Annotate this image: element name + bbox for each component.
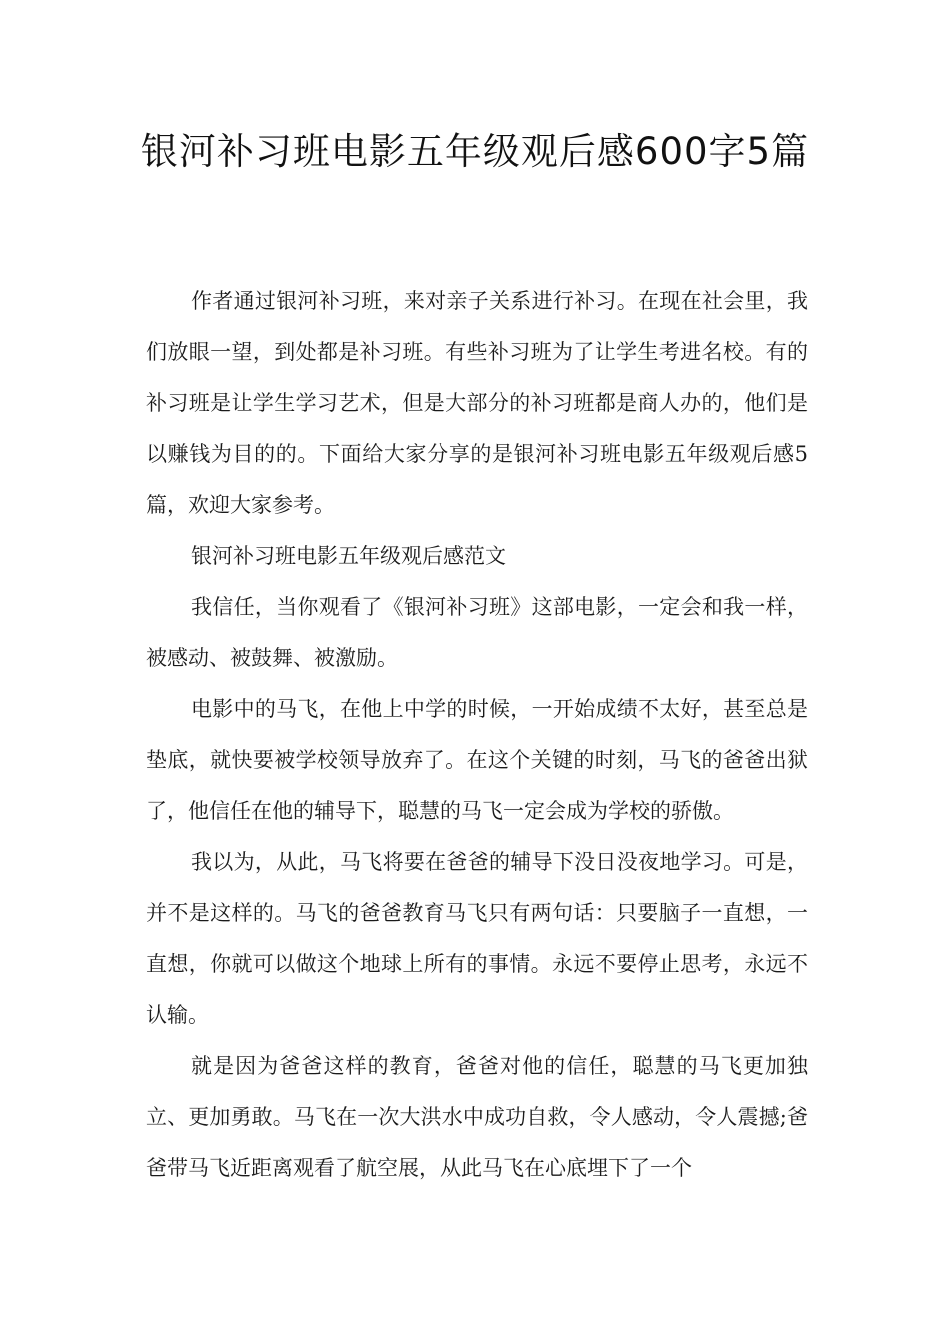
document-body xyxy=(146,276,808,1194)
paragraph: 电影中的马飞，在他上中学的时候，一开始成绩不太好，甚至总是垫底，就快要被学校领导放弃了。在这个关键的时刻，马飞的爸爸出狱了，他信任在他的辅导下，聪慧的马飞一定会成为学校的骄傲。 xyxy=(146,697,808,823)
document-title: 银河补习班电影五年级观后感600字5篇 xyxy=(140,130,810,173)
paragraph-subheading: 银河补习班电影五年级观后感范文 xyxy=(191,544,506,568)
paragraph-intro: 作者通过银河补习班，来对亲子关系进行补习。在现在社会里，我们放眼一望，到处都是补习班。有些补习班为了让学生考进名校。有的补习班是让学生学习艺术，但是大部分的补习班都是商人办的，他们是以赚钱为目的的。下面给大家分享的是银河补习班电影五年级观后感5篇，欢迎大家参考。 xyxy=(146,289,808,517)
paragraph: 我以为，从此，马飞将要在爸爸的辅导下没日没夜地学习。可是，并不是这样的。马飞的爸爸教育马飞只有两句话：只要脑子一直想，一直想，你就可以做这个地球上所有的事情。永远不要停止思考，永远不认输。 xyxy=(146,850,808,1027)
paragraph: 我信任，当你观看了《银河补习班》这部电影，一定会和我一样，被感动、被鼓舞、被激励。 xyxy=(146,595,808,670)
paragraph: 就是因为爸爸这样的教育，爸爸对他的信任，聪慧的马飞更加独立、更加勇敢。马飞在一次大洪水中成功自救，令人感动，令人震撼;爸爸带马飞近距离观看了航空展，从此马飞在心底埋下了一个 xyxy=(146,1054,808,1180)
